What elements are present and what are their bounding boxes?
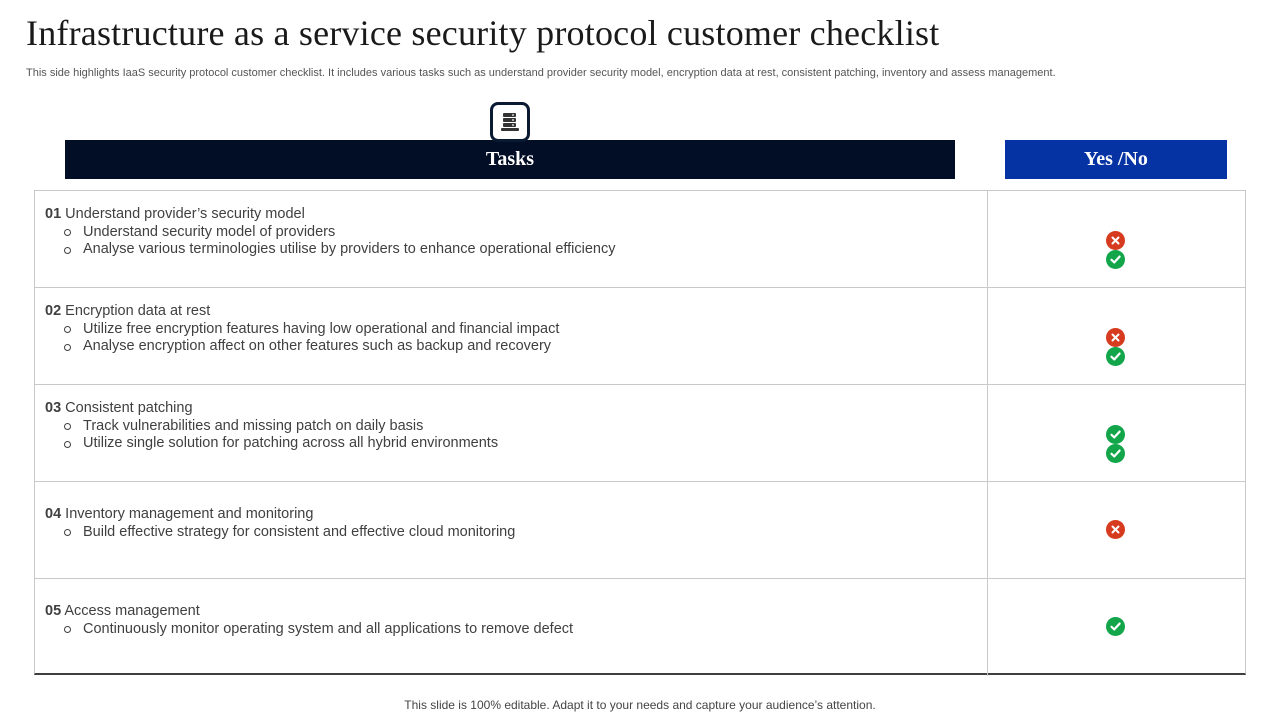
column-divider bbox=[987, 385, 988, 481]
table-row bbox=[35, 385, 1245, 482]
bullet-icon bbox=[64, 441, 71, 448]
cross-icon bbox=[1106, 328, 1125, 347]
bullet-icon bbox=[64, 626, 71, 633]
task-title: Understand provider’s security model bbox=[65, 206, 305, 223]
table-row bbox=[35, 579, 1245, 676]
subtask-text: Track vulnerabilities and missing patch on daily basis bbox=[83, 417, 424, 434]
task-heading bbox=[45, 206, 975, 224]
check-icon bbox=[1106, 425, 1125, 444]
bullet-icon bbox=[64, 326, 71, 333]
task-cell bbox=[45, 603, 975, 638]
subtask-text: Analyse various terminologies utilise by providers to enhance operational efficiency bbox=[83, 241, 616, 258]
status-cell bbox=[1106, 425, 1126, 463]
status-cell bbox=[1106, 617, 1126, 636]
task-heading bbox=[45, 603, 975, 621]
page-subtitle: This side highlights IaaS security protocol customer checklist. It includes various tasks such as understand provider security model, encryption data at rest, consistent patching, inventory and assess management. bbox=[26, 67, 1056, 79]
subtask-item bbox=[45, 338, 975, 356]
subtask-item bbox=[45, 241, 975, 259]
task-number: 05 bbox=[45, 603, 62, 619]
bullet-icon bbox=[64, 423, 71, 430]
task-title: Encryption data at rest bbox=[65, 303, 211, 320]
bullet-icon bbox=[64, 344, 71, 351]
task-number: 04 bbox=[45, 506, 62, 522]
yesno-header: Yes /No bbox=[1005, 140, 1227, 179]
tasks-header: Tasks bbox=[65, 140, 955, 179]
task-title: Inventory management and monitoring bbox=[65, 506, 314, 522]
task-title: Consistent patching bbox=[65, 400, 193, 417]
subtask-text: Build effective strategy for consistent and effective cloud monitoring bbox=[83, 523, 516, 540]
task-number: 01 bbox=[45, 206, 62, 223]
task-cell bbox=[45, 206, 975, 259]
column-divider bbox=[987, 482, 988, 578]
server-icon bbox=[490, 102, 530, 142]
cross-icon bbox=[1106, 231, 1125, 250]
bullet-icon bbox=[64, 229, 71, 236]
check-icon bbox=[1106, 617, 1125, 636]
page-title: Infrastructure as a service security protocol customer checklist bbox=[26, 13, 940, 53]
status-cell bbox=[1106, 231, 1126, 269]
task-heading bbox=[45, 506, 975, 524]
table-row bbox=[35, 482, 1245, 579]
subtask-text: Continuously monitor operating system and all applications to remove defect bbox=[83, 620, 574, 637]
task-cell bbox=[45, 303, 975, 356]
task-number: 02 bbox=[45, 303, 62, 320]
table-row bbox=[35, 191, 1245, 288]
subtask-item bbox=[45, 224, 975, 242]
subtask-text: Understand security model of providers bbox=[83, 223, 336, 240]
bullet-icon bbox=[64, 529, 71, 536]
subtask-text: Analyse encryption affect on other features such as backup and recovery bbox=[83, 338, 552, 355]
subtask-text: Utilize free encryption features having low operational and financial impact bbox=[83, 320, 560, 337]
task-cell bbox=[45, 400, 975, 453]
subtask-item bbox=[45, 418, 975, 436]
check-icon bbox=[1106, 444, 1125, 463]
check-icon bbox=[1106, 347, 1125, 366]
subtask-item bbox=[45, 435, 975, 453]
task-number: 03 bbox=[45, 400, 62, 417]
status-cell bbox=[1106, 520, 1126, 539]
cross-icon bbox=[1106, 520, 1125, 539]
task-heading bbox=[45, 400, 975, 418]
column-divider bbox=[987, 288, 988, 384]
subtask-item bbox=[45, 524, 975, 542]
subtask-item bbox=[45, 321, 975, 339]
check-icon bbox=[1106, 250, 1125, 269]
subtask-text: Utilize single solution for patching across all hybrid environments bbox=[83, 435, 499, 452]
subtask-item bbox=[45, 621, 975, 639]
table-row bbox=[35, 288, 1245, 385]
checklist-table bbox=[34, 190, 1246, 675]
task-title: Access management bbox=[64, 603, 200, 619]
footer-note: This slide is 100% editable. Adapt it to your needs and capture your audience’s attention. bbox=[404, 698, 876, 712]
column-divider bbox=[987, 579, 988, 676]
task-cell bbox=[45, 506, 975, 541]
status-cell bbox=[1106, 328, 1126, 366]
task-heading bbox=[45, 303, 975, 321]
bullet-icon bbox=[64, 247, 71, 254]
column-divider bbox=[987, 191, 988, 287]
